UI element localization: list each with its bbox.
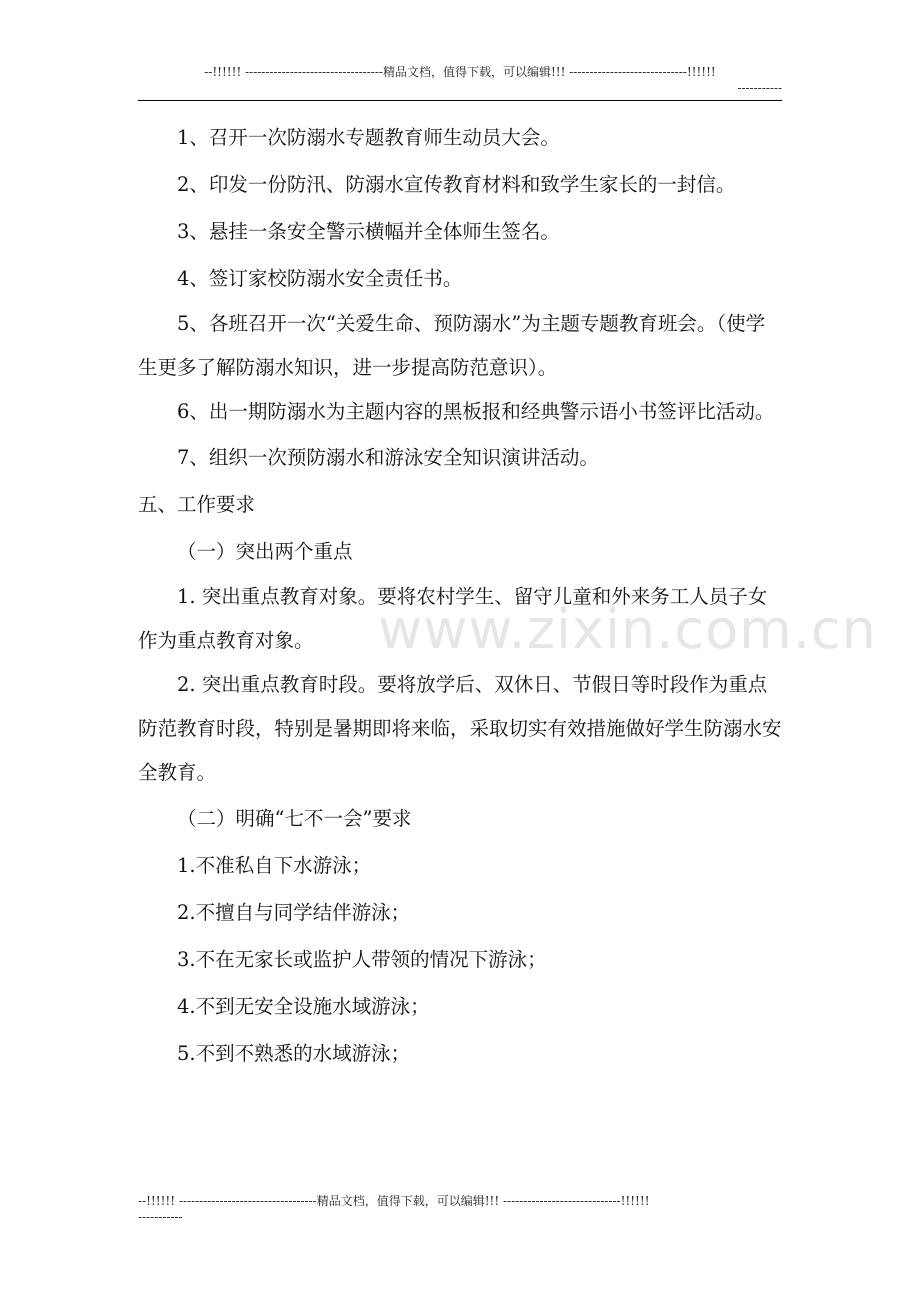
paragraph: 2. 突出重点教育时段。要将放学后、双休日、节假日等时段作为重点防范教育时段，特别是暑期即将来临，采取切实有效措施做好学生防溺水安全教育。 (138, 673, 782, 784)
paragraph: 7、组织一次预防溺水和游泳安全知识演讲活动。 (177, 446, 599, 469)
header-divider (138, 100, 782, 101)
list-item: 2.不擅自与同学结伴游泳； (177, 901, 411, 924)
page-header (138, 64, 782, 96)
list-item: 4.不到无安全设施水域游泳； (177, 995, 430, 1018)
document-body (138, 114, 784, 1077)
paragraph: 2、印发一份防汛、防溺水宣传教育材料和致学生家长的一封信。 (177, 173, 736, 196)
list-item: 5.不到不熟悉的水域游泳； (177, 1042, 411, 1065)
page-footer (138, 1193, 784, 1225)
subsection-heading: （一）突出两个重点 (177, 540, 353, 563)
paragraph: 5、各班召开一次“关爱生命、预防溺水”为主题专题教育班会。（使学生更多了解防溺水知识，进一步提高防范意识）。 (138, 312, 766, 379)
footer-tail: ----------- (138, 1210, 183, 1224)
header-text: --!!!!!! ----------------------------------精品文档，值得下载，可以编辑!!! -----------------------------!!!!!! (204, 65, 716, 79)
paragraph: 6、出一期防溺水为主题内容的黑板报和经典警示语小书签评比活动。 (177, 400, 775, 423)
paragraph: 4、签订家校防溺水安全责任书。 (177, 267, 463, 290)
list-item: 3.不在无家长或监护人带领的情况下游泳； (177, 948, 547, 971)
subsection-heading: （二）明确“七不一会”要求 (177, 807, 412, 830)
footer-text: --!!!!!! ----------------------------------精品文档，值得下载，可以编辑!!! -----------------------------!!!!!! (138, 1194, 650, 1208)
section-heading: 五、工作要求 (138, 493, 256, 516)
paragraph: 1、召开一次防溺水专题教育师生动员大会。 (177, 126, 560, 149)
watermark: www.zixin.com.cn (378, 598, 877, 661)
paragraph: 3、悬挂一条安全警示横幅并全体师生签名。 (177, 220, 560, 243)
header-tail: ----------- (737, 81, 782, 95)
paragraph: 1. 突出重点教育对象。要将农村学生、留守儿童和外来务工人员子女作为重点教育对象。 (138, 585, 768, 652)
list-item: 1.不准私自下水游泳； (177, 854, 372, 877)
